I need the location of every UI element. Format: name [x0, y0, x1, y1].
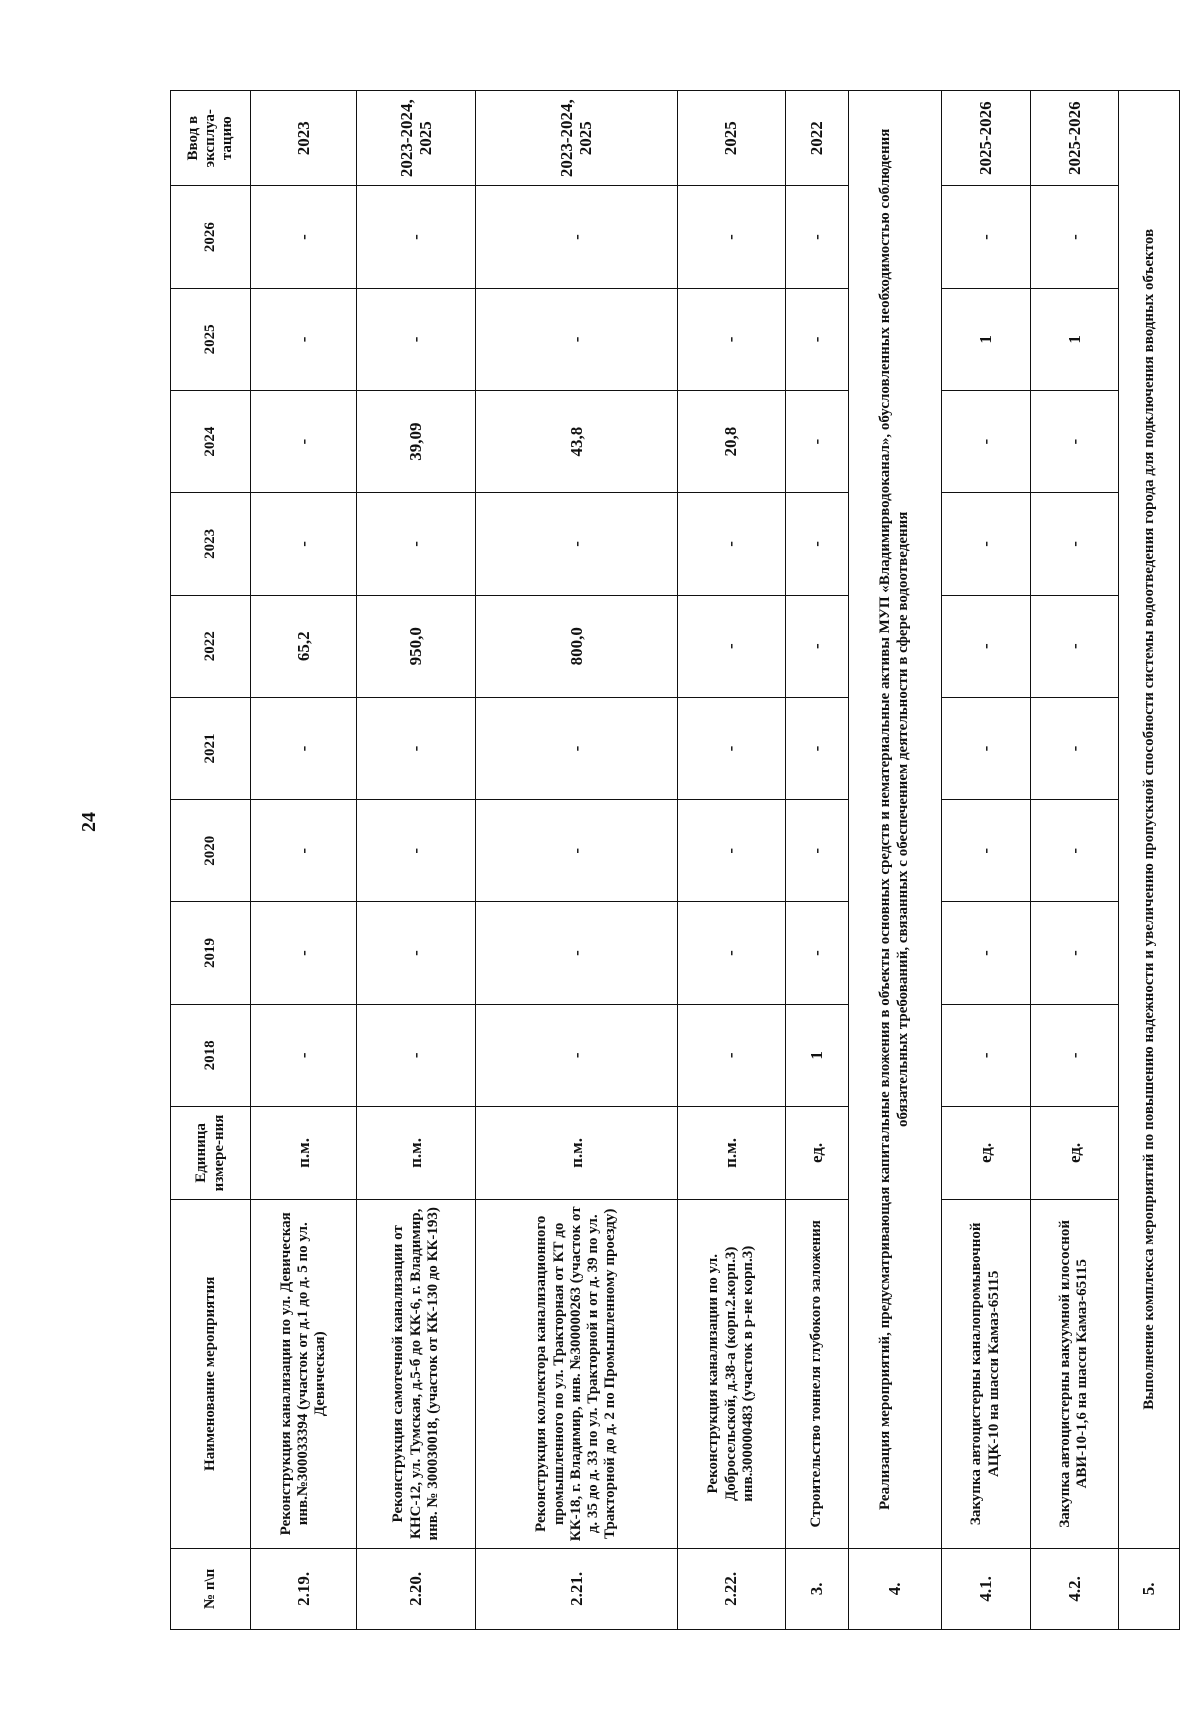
- table-row: [785, 91, 848, 1630]
- row-value: -: [476, 493, 677, 595]
- row-value: -: [677, 1004, 785, 1106]
- row-value: -: [476, 697, 677, 799]
- row-commissioning: 2025: [677, 91, 785, 186]
- row-value: -: [941, 390, 1030, 492]
- row-value: -: [941, 697, 1030, 799]
- table-row: [357, 91, 476, 1630]
- row-value: -: [1030, 390, 1119, 492]
- section-title: Выполнение комплекса мероприятий по повышению надежности и увеличению пропускной способности системы водоотведения города для подключения вводных объектов: [1119, 91, 1180, 1549]
- row-value: -: [357, 186, 476, 288]
- header-year: 2020: [171, 800, 251, 902]
- row-value: -: [941, 902, 1030, 1004]
- row-name: Закупка автоцистерны каналопромывочной АЦК-10 на шасси Камаз-65115: [941, 1199, 1030, 1548]
- row-value: 1: [785, 1004, 848, 1106]
- row-value: -: [1030, 595, 1119, 697]
- row-num: 2.21.: [476, 1548, 677, 1629]
- row-value: -: [677, 697, 785, 799]
- row-num: 3.: [785, 1548, 848, 1629]
- row-value: -: [251, 186, 357, 288]
- row-value: -: [785, 595, 848, 697]
- section-title: Реализация мероприятий, предусматривающая капитальные вложения в объекты основных средств и нематериальные активы МУП «Владимирводоканал», обусловленных необходимостью соблюдения обязательных требований, связанных с обеспечением деятельности в сфере водоотведения: [848, 91, 941, 1549]
- row-value: -: [251, 1004, 357, 1106]
- row-value: -: [677, 288, 785, 390]
- row-commissioning: 2023-2024, 2025: [357, 91, 476, 186]
- row-name: Реконструкция канализации по ул. Добросельской, д.38-а (корп.2.корп.3) инв.300000483 (участок в р-не корп.3): [677, 1199, 785, 1548]
- section-row: [848, 91, 941, 1630]
- header-commissioning: Ввод в эксплуа-тацию: [171, 91, 251, 186]
- header-year: 2018: [171, 1004, 251, 1106]
- table-row: [941, 91, 1030, 1630]
- row-value: -: [357, 800, 476, 902]
- row-name: Строительство тоннеля глубокого заложения: [785, 1199, 848, 1548]
- row-name: Закупка автоцистерны вакуумной илососной АВИ-10-1,6 на шасси Камаз-65115: [1030, 1199, 1119, 1548]
- row-value: -: [251, 390, 357, 492]
- row-value: -: [1030, 1004, 1119, 1106]
- row-commissioning: 2025-2026: [1030, 91, 1119, 186]
- row-value: -: [677, 493, 785, 595]
- row-value: -: [1030, 493, 1119, 595]
- row-value: -: [357, 902, 476, 1004]
- row-value: -: [677, 595, 785, 697]
- row-value: -: [677, 800, 785, 902]
- row-unit: ед.: [941, 1106, 1030, 1199]
- row-unit: ед.: [785, 1106, 848, 1199]
- table-row: [1030, 91, 1119, 1630]
- row-value: -: [785, 800, 848, 902]
- row-value: -: [357, 1004, 476, 1106]
- row-num: 4.2.: [1030, 1548, 1119, 1629]
- row-commissioning: 2022: [785, 91, 848, 186]
- row-name: Реконструкция канализации по ул. Девическая инв.№300033394 (участок от д.1 до д. 5 по ул. Девическая): [251, 1199, 357, 1548]
- header-year: 2021: [171, 697, 251, 799]
- rotated-table-wrapper: [170, 90, 1180, 1630]
- section-num: 5.: [1119, 1548, 1180, 1629]
- row-value: -: [251, 288, 357, 390]
- row-value: -: [476, 800, 677, 902]
- row-unit: ед.: [1030, 1106, 1119, 1199]
- row-value: -: [251, 902, 357, 1004]
- row-value: -: [785, 288, 848, 390]
- header-unit: Единица измере-ния: [171, 1106, 251, 1199]
- row-value: 20,8: [677, 390, 785, 492]
- row-commissioning: 2023: [251, 91, 357, 186]
- row-value: -: [476, 1004, 677, 1106]
- row-value: -: [357, 493, 476, 595]
- header-num: № п\п: [171, 1548, 251, 1629]
- header-year: 2025: [171, 288, 251, 390]
- table-header-row: [171, 91, 251, 1630]
- header-name: Наименование мероприятия: [171, 1199, 251, 1548]
- row-value: -: [785, 902, 848, 1004]
- row-value: -: [251, 493, 357, 595]
- row-value: -: [785, 390, 848, 492]
- row-value: -: [357, 697, 476, 799]
- row-num: 2.22.: [677, 1548, 785, 1629]
- row-value: -: [785, 186, 848, 288]
- row-num: 2.19.: [251, 1548, 357, 1629]
- table-row: [251, 91, 357, 1630]
- row-commissioning: 2023-2024, 2025: [476, 91, 677, 186]
- row-value: -: [785, 493, 848, 595]
- row-value: -: [941, 595, 1030, 697]
- row-value: 1: [941, 288, 1030, 390]
- row-value: -: [476, 902, 677, 1004]
- header-year: 2024: [171, 390, 251, 492]
- row-value: 43,8: [476, 390, 677, 492]
- row-value: -: [1030, 800, 1119, 902]
- row-value: -: [677, 902, 785, 1004]
- section-row: [1119, 91, 1180, 1630]
- row-value: -: [1030, 697, 1119, 799]
- row-value: -: [941, 1004, 1030, 1106]
- header-year: 2022: [171, 595, 251, 697]
- table-row: [476, 91, 677, 1630]
- row-value: -: [1030, 902, 1119, 1004]
- row-value: -: [941, 186, 1030, 288]
- header-year: 2019: [171, 902, 251, 1004]
- row-value: -: [251, 697, 357, 799]
- table-row: [677, 91, 785, 1630]
- row-value: -: [785, 697, 848, 799]
- row-unit: п.м.: [476, 1106, 677, 1199]
- row-value: -: [476, 288, 677, 390]
- header-year: 2023: [171, 493, 251, 595]
- row-value: -: [357, 288, 476, 390]
- page-number: 24: [78, 812, 100, 832]
- section-num: 4.: [848, 1548, 941, 1629]
- row-unit: п.м.: [677, 1106, 785, 1199]
- row-value: 65,2: [251, 595, 357, 697]
- row-value: 39,09: [357, 390, 476, 492]
- row-value: -: [677, 186, 785, 288]
- header-year: 2026: [171, 186, 251, 288]
- row-value: -: [476, 186, 677, 288]
- row-value: -: [1030, 186, 1119, 288]
- row-value: 950,0: [357, 595, 476, 697]
- row-num: 2.20.: [357, 1548, 476, 1629]
- row-value: -: [941, 493, 1030, 595]
- row-value: 800,0: [476, 595, 677, 697]
- row-num: 4.1.: [941, 1548, 1030, 1629]
- measures-table: [170, 90, 1180, 1630]
- row-value: -: [941, 800, 1030, 902]
- row-unit: п.м.: [357, 1106, 476, 1199]
- row-value: 1: [1030, 288, 1119, 390]
- row-value: -: [251, 800, 357, 902]
- row-commissioning: 2025-2026: [941, 91, 1030, 186]
- row-unit: п.м.: [251, 1106, 357, 1199]
- row-name: Реконструкция коллектора канализационного промышленного по ул. Тракторная от КТ до КК-18, г. Владимир, инв. №300000263 (участок от д. 35 до д. 33 по ул. Тракторной и от д. 39 по ул. Тракторной до д. 2 по Промышленному проезду): [476, 1199, 677, 1548]
- row-name: Реконструкция самотечной канализации от КНС-12, ул. Тумская, д.5-б до КК-6, г. Владимир, инв. № 300030018, (участок от КК-130 до КК-193): [357, 1199, 476, 1548]
